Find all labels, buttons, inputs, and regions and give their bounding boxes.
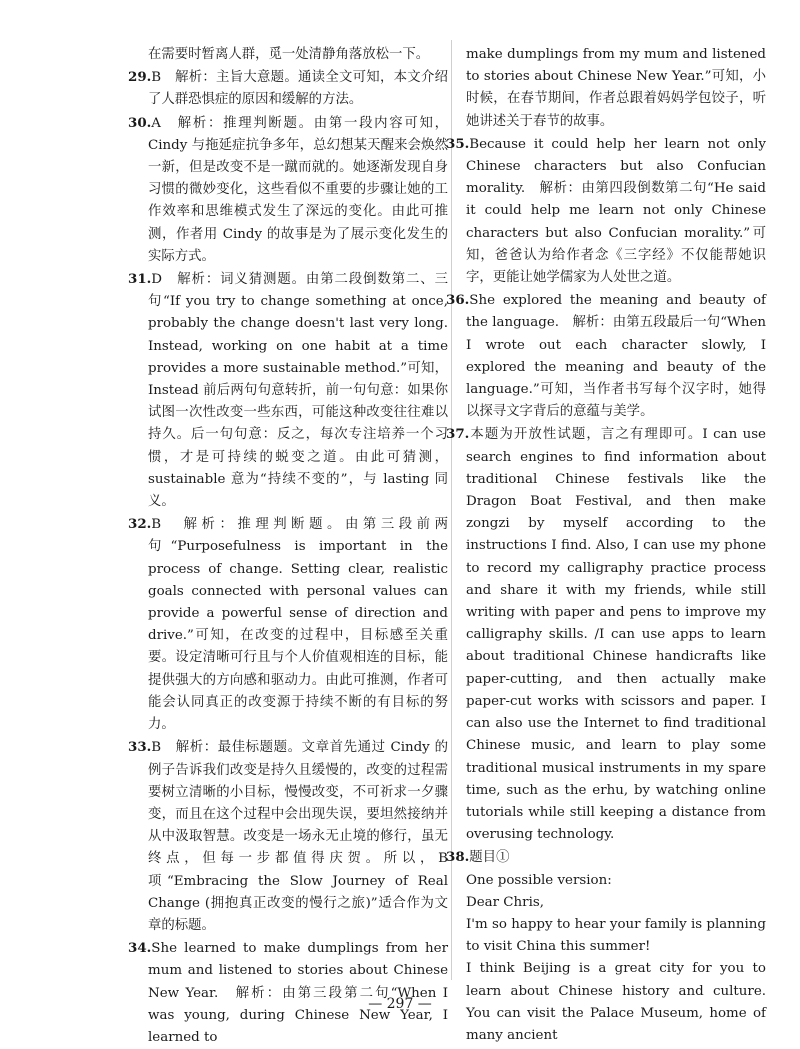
answer-item bbox=[128, 736, 448, 937]
right-top-text: make dumplings from my mum and listened to stories about Chinese New Year.”可知，小时候，在春节期间，作者总跟着妈妈学包饺子，听她讲述关于春节的故事。 bbox=[466, 47, 766, 129]
answer-text: B 解析：主旨大意题。通读全文可知，本文介绍了人群恐惧症的原因和缓解的方法。 bbox=[148, 70, 448, 108]
answer-number: 30. bbox=[128, 114, 152, 131]
answer-item bbox=[446, 289, 766, 423]
answer-text: B 解析：推理判断题。由第三段前两句“Purposefulness is important in the process of change. Setting clear, realistic goals connected with personal values can provide a powerful sense of direction and drive.”可知，在改变的过程中，目标感至关重要。设定清晰可行且与个人价值观相连的目标，能提供强大的方向感和驱动力。由此可推测，作者可能会认同真正的改变源于持续不断的有目标的努力。 bbox=[148, 517, 448, 733]
answer-text: Because it could help her learn not only Chinese characters but also Confucian morality. 解析：由第四段倒数第二句“He said it could help me learn not only Chinese characters but also Confucian morality.”可知，爸爸认为给作者念《三字经》不仅能帮她识字，更能让她学儒家为人处世之道。 bbox=[466, 136, 766, 286]
left-column bbox=[128, 44, 448, 1049]
answer-text: 题目① bbox=[469, 850, 510, 866]
answer-item bbox=[128, 66, 448, 111]
answer-number: 31. bbox=[128, 271, 152, 288]
answer-text: A 解析：推理判断题。由第一段内容可知，Cindy 与拖延症抗争多年，总幻想某天醒来会焕然一新，但是改变不是一蹴而就的。她逐渐发现自身习惯的微妙变化，这些看似不重要的步骤让她的工作效率和思维模式发生了深远的变化。由此可推测，作者用 Cindy 的故事是为了展示变化发生的实际方式。 bbox=[148, 115, 448, 264]
letter-line: I think Beijing is a great city for you to learn about Chinese history and culture. You can visit the Palace Museum, home of many ancient bbox=[466, 961, 766, 1043]
answer-number: 35. bbox=[446, 135, 470, 152]
answer-text: She learned to make dumplings from her mum and listened to stories about Chinese New Year. 解析：由第三段第二句“When I was young, during Chinese New Year, I learned to bbox=[148, 941, 448, 1045]
answer-item bbox=[128, 937, 448, 1049]
page-number: — 297 — bbox=[368, 996, 432, 1012]
answer-number: 36. bbox=[446, 292, 470, 309]
answer-item bbox=[128, 112, 448, 268]
letter-line: One possible version: bbox=[466, 872, 612, 888]
answer-item bbox=[446, 846, 766, 869]
answer-text: D 解析：词义猜测题。由第二段倒数第二、三句“If you try to change something at once, probably the change doesn't last very long. Instead, working on one habit at a time provides a more sustainable method.”可知，Instead 前后两句句意转折，前一句句意：如果你试图一次性改变一些东西，可能这种改变往往难以持久。后一句句意：反之，每次专注培养一个习惯，才是可持续的蜕变之道。由此可猜测，sustainable 意为“持续不变的”，与 lasting 同义。 bbox=[148, 272, 448, 510]
answer-number: 38. bbox=[446, 849, 470, 866]
answer-number: 29. bbox=[128, 69, 152, 86]
left-top-text: 在需要时暂离人群，觅一处清静角落放松一下。 bbox=[148, 47, 430, 62]
answer-item bbox=[446, 423, 766, 846]
answer-item bbox=[128, 268, 448, 513]
answer-text: B 解析：最佳标题题。文章首先通过 Cindy 的例子告诉我们改变是持久且缓慢的，改变的过程需要树立清晰的小目标，慢慢改变，不可祈求一夕骤变，而且在这个过程中会出现失误，要坦然接纳并从中汲取智慧。改变是一场永无止境的修行，虽无终点，但每一步都值得庆贺。所以，B 项“Embracing the Slow Journey of Real Change (拥抱真正改变的慢行之旅)”适合作为文章的标题。 bbox=[148, 740, 448, 933]
letter-line: I'm so happy to hear your family is planning to visit China this summer! bbox=[466, 916, 766, 955]
answer-number: 32. bbox=[128, 516, 152, 533]
answer-text: She explored the meaning and beauty of the language. 解析：由第五段最后一句“When I wrote out each character slowly, I explored the meaning and beauty of the language.”可知，当作者书写每个汉字时，她得以探寻文字背后的意蕴与美学。 bbox=[466, 293, 766, 420]
answer-number: 37. bbox=[446, 426, 470, 443]
answer-item bbox=[446, 133, 766, 289]
answer-number: 33. bbox=[128, 739, 152, 756]
answer-text: 本题为开放性试题，言之有理即可。I can use search engines to find information about traditional Chinese festivals like the Dragon Boat Festival, and then make zongzi by myself according to the instructions I find. Also, I can use my phone to record my calligraphy practice process and share it with my friends, while still writing with paper and pens to improve my calligraphy skills. /I can use apps to learn about traditional Chinese handicrafts like paper-cutting, and then actually make paper-cut works with scissors and paper. I can also use the Internet to find traditional Chinese music, and learn to play some traditional musical instruments in my spare time, such as the erhu, by watching online tutorials while still keeping a distance from overusing technology. bbox=[466, 427, 766, 843]
column-divider bbox=[451, 40, 452, 980]
answer-number: 34. bbox=[128, 940, 152, 957]
answer-item bbox=[128, 513, 448, 736]
letter-line: Dear Chris, bbox=[466, 894, 544, 910]
right-column bbox=[446, 44, 766, 1047]
